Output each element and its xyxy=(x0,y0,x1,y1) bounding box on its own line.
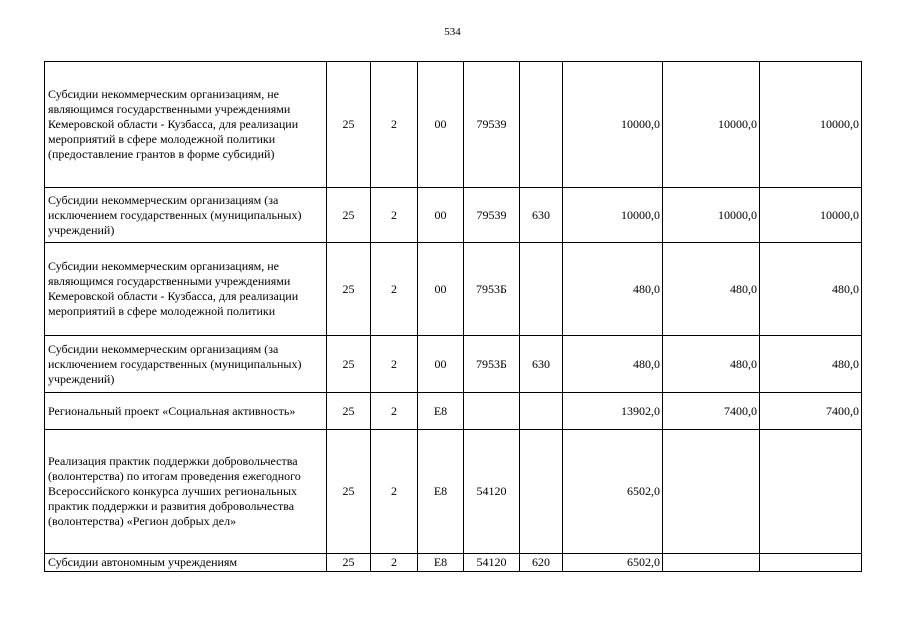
amount-year2-cell: 7400,0 xyxy=(663,393,760,430)
ministry-code-cell: 25 xyxy=(327,430,371,554)
amount-year2-cell: 480,0 xyxy=(663,336,760,393)
row-name-cell xyxy=(45,393,327,430)
row-name-cell xyxy=(45,554,327,572)
amount-year3-cell xyxy=(760,554,862,572)
amount-year2-cell xyxy=(663,430,760,554)
program-code-cell: 2 xyxy=(371,393,418,430)
amount-year3-cell: 480,0 xyxy=(760,336,862,393)
program-code-cell: 2 xyxy=(371,336,418,393)
row-name-cell xyxy=(45,430,327,554)
amount-year3-cell: 10000,0 xyxy=(760,188,862,243)
direction-code-cell: 7953Б xyxy=(464,243,520,336)
table-row xyxy=(45,336,862,393)
program-code-cell: 2 xyxy=(371,243,418,336)
row-name-text: Субсидии некоммерческим организациям, не являющимся государственными учреждениями Кемеровской области - Кузбасса, для реализации мероприятий в сфере молодежной политики (предоставление грантов в форме субсидий) xyxy=(48,87,299,161)
row-name-cell xyxy=(45,243,327,336)
ministry-code-cell: 25 xyxy=(327,62,371,188)
amount-year1-cell: 13902,0 xyxy=(563,393,663,430)
amount-year2-cell xyxy=(663,554,760,572)
direction-code-cell: 79539 xyxy=(464,188,520,243)
expense-type-cell: 630 xyxy=(520,336,563,393)
table-row xyxy=(45,243,862,336)
ministry-code-cell: 25 xyxy=(327,188,371,243)
row-name-cell xyxy=(45,188,327,243)
amount-year2-cell: 480,0 xyxy=(663,243,760,336)
amount-year2-cell: 10000,0 xyxy=(663,188,760,243)
budget-table xyxy=(44,61,862,572)
program-code-cell: 2 xyxy=(371,62,418,188)
subprogram-code-cell: 00 xyxy=(418,188,464,243)
row-name-cell xyxy=(45,336,327,393)
direction-code-cell: 79539 xyxy=(464,62,520,188)
ministry-code-cell: 25 xyxy=(327,336,371,393)
amount-year1-cell: 10000,0 xyxy=(563,188,663,243)
row-name-text: Региональный проект «Социальная активность» xyxy=(48,403,296,418)
table-row xyxy=(45,554,862,572)
expense-type-cell: 630 xyxy=(520,188,563,243)
direction-code-cell: 7953Б xyxy=(464,336,520,393)
row-name-cell xyxy=(45,62,327,188)
program-code-cell: 2 xyxy=(371,554,418,572)
expense-type-cell xyxy=(520,62,563,188)
amount-year1-cell: 6502,0 xyxy=(563,554,663,572)
page-number: 534 xyxy=(444,26,461,38)
expense-type-cell xyxy=(520,243,563,336)
ministry-code-cell: 25 xyxy=(327,393,371,430)
subprogram-code-cell: Е8 xyxy=(418,393,464,430)
amount-year1-cell: 6502,0 xyxy=(563,430,663,554)
row-name-text: Субсидии автономным учреждениям xyxy=(48,555,238,569)
amount-year3-cell: 10000,0 xyxy=(760,62,862,188)
direction-code-cell: 54120 xyxy=(464,430,520,554)
amount-year3-cell: 480,0 xyxy=(760,243,862,336)
subprogram-code-cell: Е8 xyxy=(418,430,464,554)
table-row xyxy=(45,393,862,430)
row-name-text: Реализация практик поддержки добровольчества (волонтерства) по итогам проведения ежегодного Всероссийского конкурса лучших региональных практик поддержки и развития добровольчества (волонтерства) «Регион добрых дел» xyxy=(48,454,301,528)
table-row xyxy=(45,430,862,554)
amount-year1-cell: 10000,0 xyxy=(563,62,663,188)
subprogram-code-cell: 00 xyxy=(418,62,464,188)
subprogram-code-cell: Е8 xyxy=(418,554,464,572)
row-name-text: Субсидии некоммерческим организациям (за исключением государственных (муниципальных) учреждений) xyxy=(48,341,302,386)
amount-year1-cell: 480,0 xyxy=(563,243,663,336)
expense-type-cell xyxy=(520,393,563,430)
expense-type-cell: 620 xyxy=(520,554,563,572)
table-row xyxy=(45,62,862,188)
program-code-cell: 2 xyxy=(371,430,418,554)
amount-year3-cell xyxy=(760,430,862,554)
ministry-code-cell: 25 xyxy=(327,243,371,336)
amount-year1-cell: 480,0 xyxy=(563,336,663,393)
ministry-code-cell: 25 xyxy=(327,554,371,572)
subprogram-code-cell: 00 xyxy=(418,336,464,393)
expense-type-cell xyxy=(520,430,563,554)
row-name-text: Субсидии некоммерческим организациям, не являющимся государственными учреждениями Кемеровской области - Кузбасса, для реализации мероприятий в сфере молодежной политики xyxy=(48,259,299,318)
program-code-cell: 2 xyxy=(371,188,418,243)
direction-code-cell: 54120 xyxy=(464,554,520,572)
direction-code-cell xyxy=(464,393,520,430)
table-row xyxy=(45,188,862,243)
row-name-text: Субсидии некоммерческим организациям (за исключением государственных (муниципальных) учреждений) xyxy=(48,192,302,237)
subprogram-code-cell: 00 xyxy=(418,243,464,336)
amount-year3-cell: 7400,0 xyxy=(760,393,862,430)
amount-year2-cell: 10000,0 xyxy=(663,62,760,188)
